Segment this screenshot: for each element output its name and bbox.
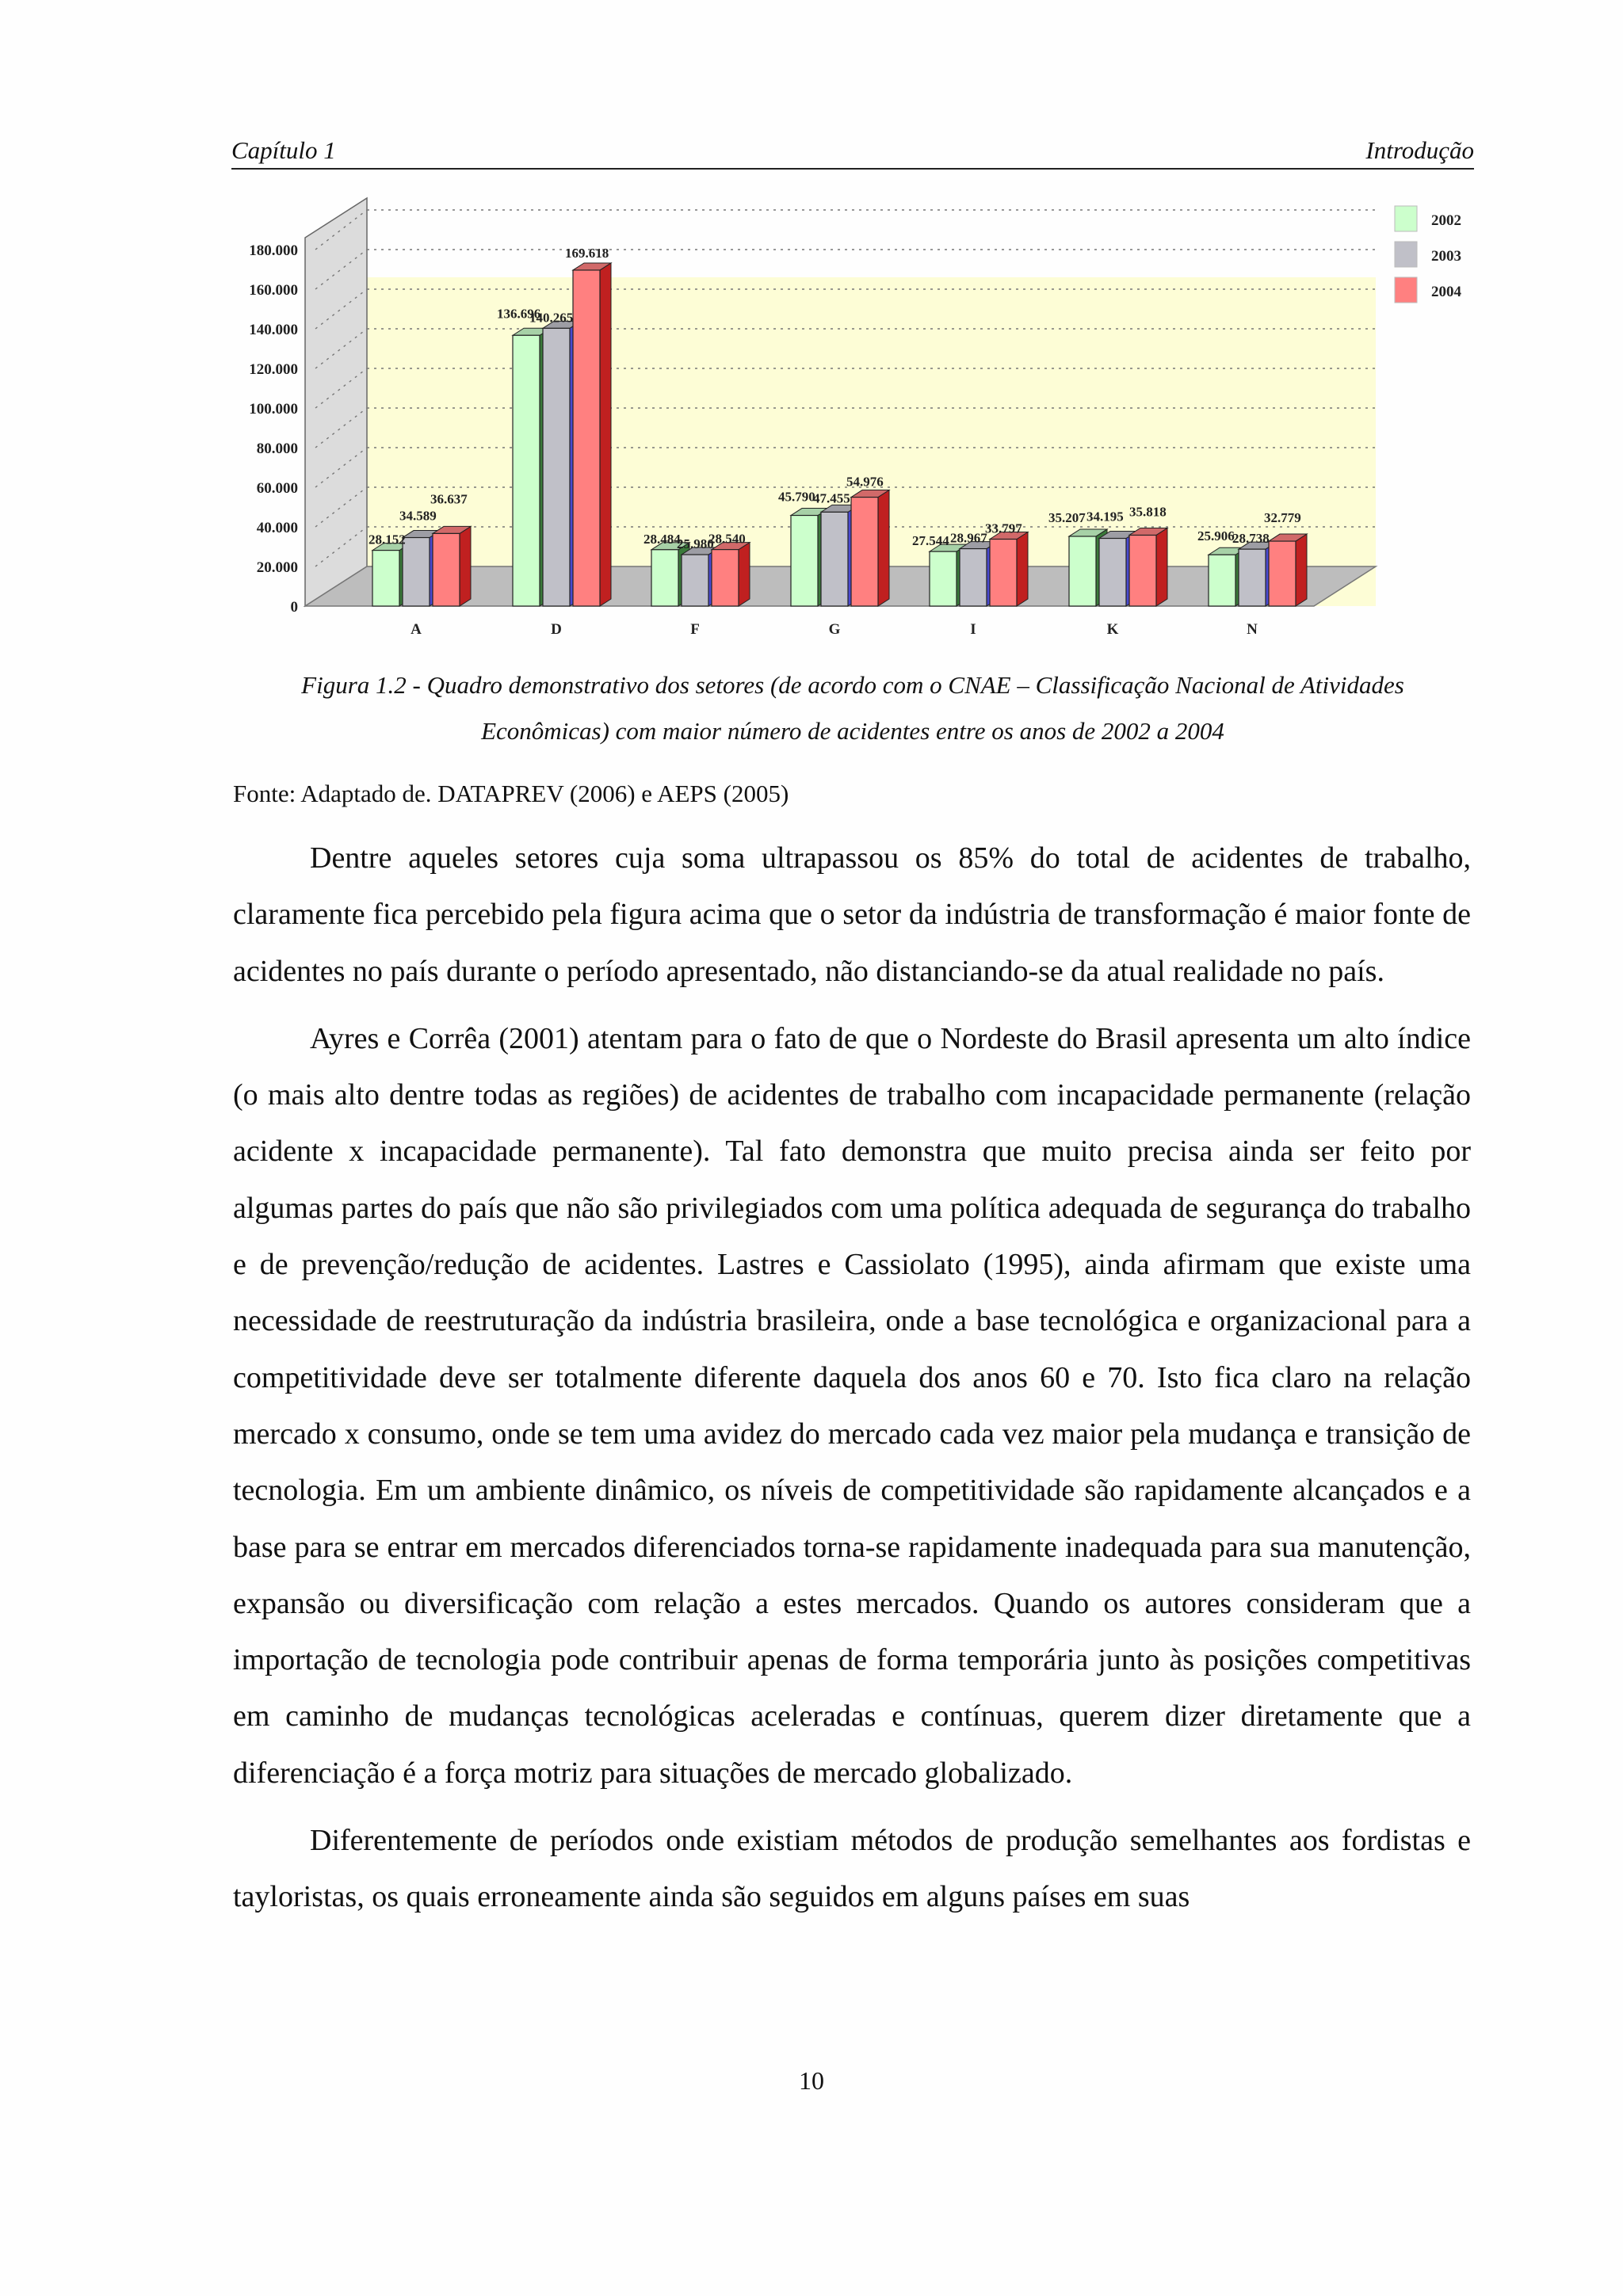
bar-N-2002 — [1209, 555, 1235, 606]
category-label: K — [1106, 621, 1119, 638]
paragraph-1: Dentre aqueles setores cuja soma ultrapassou os 85% do total de acidentes de trabalho, claramente fica percebido pela figura acima que o setor da indústria de transformação é maior fonte de acidentes no país durante o período apresentado, não distanciando-se da atual realidade no país. — [233, 841, 1471, 988]
bar-side — [1296, 534, 1307, 606]
y-tick-label: 60.000 — [256, 480, 298, 497]
y-tick-label: 120.000 — [249, 361, 298, 378]
y-tick-label: 0 — [290, 599, 298, 616]
bar-G-2004 — [851, 498, 878, 606]
data-label: 35.818 — [1129, 504, 1167, 520]
bar-D-2002 — [513, 335, 540, 606]
data-label: 28.738 — [1232, 531, 1270, 547]
y-tick-label: 180.000 — [249, 242, 298, 259]
y-tick-label: 160.000 — [249, 282, 298, 299]
bar-I-2003 — [960, 549, 987, 606]
paragraph-2: Ayres e Corrêa (2001) atentam para o fato de que o Nordeste do Brasil apresenta um alto índice (o mais alto dentre todas as regiões) de acidentes de trabalho com incapacidade permanente (relação acidente x incapacidade permanente). Tal fato demonstra que muito precisa ainda ser feito por algumas partes do país que não são privilegiados com uma política adequada de segurança do trabalho e de prevenção/redução de acidentes. Lastres e Cassiolato (1995), ainda afirmam que existe uma necessidade de reestruturação da indústria brasileira, onde a base tecnológica e organizacional para a competitividade deve ser totalmente diferente daquela dos anos 60 e 70. Isto fica claro na relação mercado x consumo, onde se tem uma avidez do mercado cada vez maior pela mudança e transição de tecnologia. Em um ambiente dinâmico, os níveis de competitividade são rapidamente alcançados e a base para se entrar em mercados diferenciados torna-se rapidamente inadequada para sua manutenção, expansão ou diversificação com relação a estes mercados. Quando os autores consideram que a importação de tecnologia pode contribuir apenas de forma temporária junto às posições competitivas em caminho de mudanças tecnológicas aceleradas e contínuas, querem dizer diretamente que a diferenciação é a força motriz para situações de mercado globalizado. — [233, 1021, 1471, 1790]
data-label: 28.540 — [708, 531, 746, 547]
y-tick-label: 20.000 — [256, 559, 298, 576]
legend-label: 2004 — [1431, 284, 1461, 300]
y-tick-label: 100.000 — [249, 401, 298, 418]
bar-I-2002 — [930, 551, 957, 606]
caption-line-1: Figura 1.2 - Quadro demonstrativo dos setores (de acordo com o CNAE – Classificação Nacional de Atividades — [301, 671, 1404, 699]
category-label: D — [551, 621, 562, 638]
bar-A-2002 — [372, 551, 399, 606]
bar-side — [600, 263, 611, 606]
bar-K-2002 — [1069, 536, 1096, 606]
data-label: 28.152 — [369, 532, 406, 547]
y-tick-label: 140.000 — [249, 322, 298, 338]
accidents-bar-chart — [222, 190, 1490, 642]
bar-D-2003 — [543, 328, 570, 606]
bar-N-2003 — [1239, 549, 1266, 606]
bar-side — [1156, 528, 1167, 606]
category-label: F — [690, 621, 700, 638]
category-label: G — [828, 621, 841, 638]
data-label: 32.779 — [1264, 510, 1301, 526]
data-label: 136.696 — [497, 306, 541, 322]
data-label: 54.976 — [846, 474, 884, 490]
y-tick-label: 80.000 — [256, 441, 298, 457]
data-label: 36.637 — [430, 491, 468, 507]
legend-swatch — [1395, 277, 1417, 303]
left-wall — [305, 198, 367, 606]
bar-side — [1017, 532, 1028, 606]
category-label: I — [970, 621, 976, 638]
data-label: 47.455 — [813, 490, 850, 506]
data-label: 25.906 — [1197, 528, 1235, 544]
bar-side — [460, 526, 471, 606]
data-label: 34.195 — [1086, 509, 1124, 524]
x-axis — [411, 621, 1258, 638]
bar-F-2004 — [712, 550, 739, 606]
data-label: 28.967 — [950, 530, 987, 546]
category-label: A — [411, 621, 422, 638]
bar-G-2003 — [821, 512, 848, 606]
data-label: 34.589 — [399, 508, 437, 524]
bar-side — [739, 543, 750, 606]
data-label: 28.484 — [643, 531, 681, 547]
data-label: 33.797 — [985, 521, 1022, 536]
bar-D-2004 — [573, 270, 600, 606]
bar-A-2003 — [403, 538, 430, 606]
data-label: 27.544 — [912, 533, 949, 549]
data-label: 25.980 — [677, 536, 714, 552]
y-axis — [249, 242, 298, 616]
caption-line-2: Econômicas) com maior número de acidentes entre os anos de 2002 a 2004 — [481, 717, 1224, 745]
bar-side — [878, 490, 889, 606]
bar-K-2003 — [1099, 539, 1126, 606]
figure-source: Fonte: Adaptado de. DATAPREV (2006) e AEPS (2005) — [233, 780, 789, 807]
bar-F-2003 — [682, 555, 708, 606]
data-label: 169.618 — [565, 245, 609, 261]
page-number: 10 — [799, 2066, 824, 2095]
figure-caption — [231, 662, 1474, 754]
legend-swatch — [1395, 242, 1417, 267]
bar-A-2004 — [433, 533, 460, 606]
data-label: 45.790 — [778, 489, 815, 505]
chapter-label: Capítulo 1 — [231, 136, 336, 164]
legend-swatch — [1395, 206, 1417, 231]
data-label: 35.207 — [1048, 509, 1086, 525]
legend-label: 2003 — [1431, 248, 1461, 265]
bar-I-2004 — [990, 540, 1017, 606]
y-tick-label: 40.000 — [256, 520, 298, 536]
bar-F-2002 — [651, 550, 678, 606]
data-label: 140.265 — [529, 310, 574, 326]
category-label: N — [1247, 621, 1258, 638]
bar-N-2004 — [1269, 541, 1296, 606]
bar-G-2002 — [791, 516, 818, 606]
paragraph-3: Diferentemente de períodos onde existiam métodos de produção semelhantes aos fordistas e tayloristas, os quais erroneamente ainda são seguidos em alguns países em suas — [233, 1824, 1471, 1914]
legend-label: 2002 — [1431, 212, 1461, 229]
bar-K-2004 — [1129, 535, 1156, 606]
legend — [1395, 206, 1462, 303]
page-header — [231, 133, 1474, 170]
section-label: Introdução — [1365, 136, 1474, 164]
body-text — [233, 830, 1471, 1926]
